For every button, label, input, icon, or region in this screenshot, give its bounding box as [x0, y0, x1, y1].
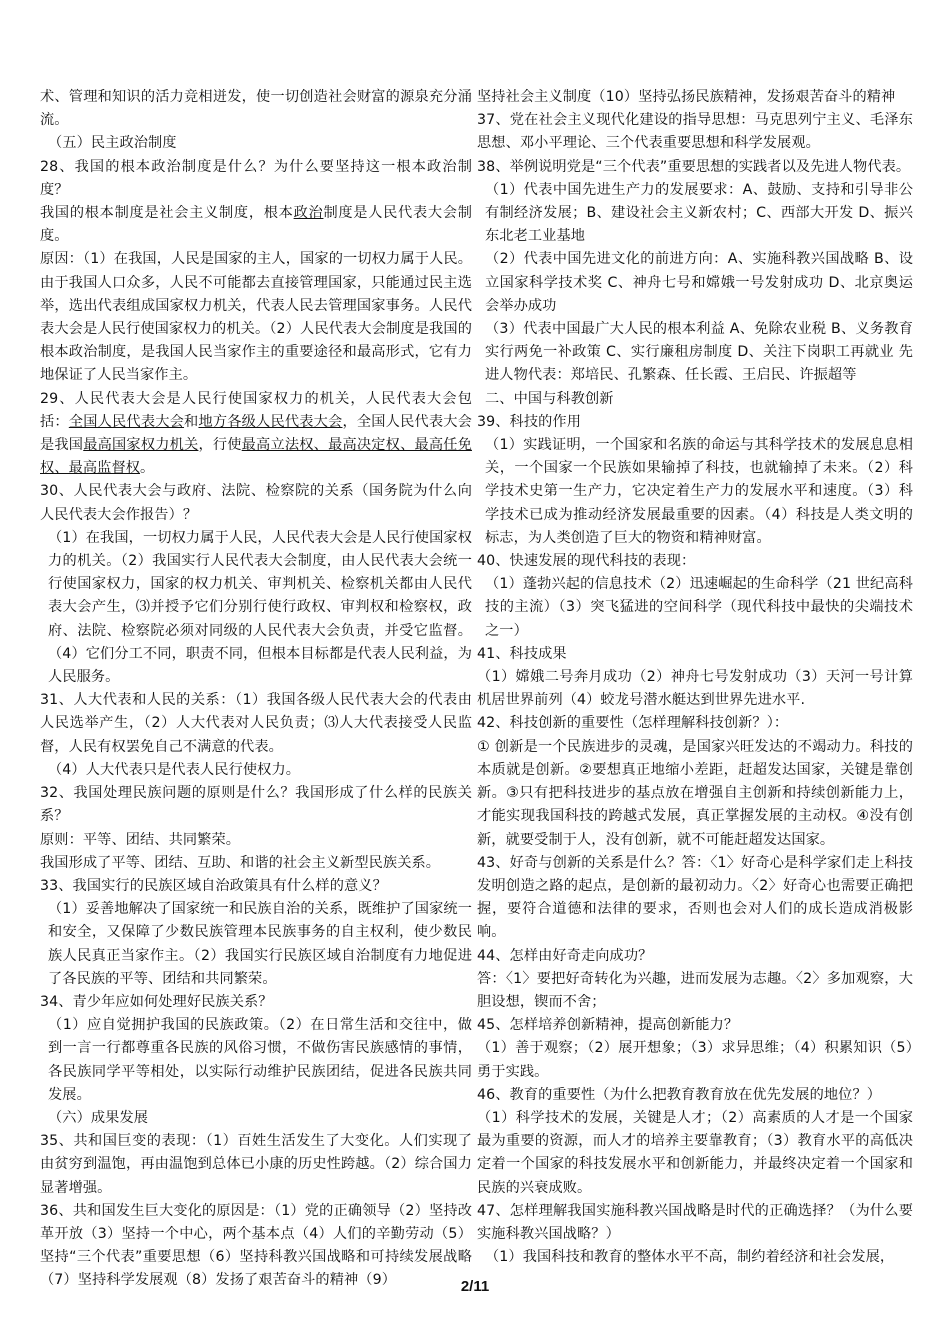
page-number: 2/11: [460, 1278, 490, 1295]
question: 30、人民代表大会与政府、法院、检察院的关系（国务院为什么向人民代表大会作报告）？: [40, 483, 472, 523]
paragraph: （3）代表中国最广大人民的根本利益 A、免除农业税 B、义务教育实行两免一补政策 C、实行廉租房制度 D、关注下岗职工再就业 先进人物代表：郑培民、孔繁森、任长霞、王启民、许振超等: [485, 321, 913, 384]
question: 33、我国实行的民族区域自治政策具有什么样的意义？: [40, 877, 387, 894]
right-column: [477, 86, 913, 1269]
question: 45、怎样培养创新精神，提高创新能力？: [477, 1017, 739, 1034]
question: 34、青少年应如何处理好民族关系？: [40, 993, 273, 1010]
question: 28、我国的根本政治制度是什么？为什么要坚持这一根本政治制度？: [40, 158, 472, 198]
paragraph: （1）蓬勃兴起的信息技术（2）迅速崛起的生命科学（21 世纪高科技的主流）（3）突飞猛进的空间科学（现代科技中最快的尖端技术之一）: [485, 576, 913, 639]
question: 32、我国处理民族问题的原则是什么？我国形成了什么样的民族关系？: [40, 785, 472, 825]
paragraph: （1）科学技术的发展，关键是人才；（2）高素质的人才是一个国家最为重要的资源，而人才的培养主要靠教育；（3）教育水平的高低决定着一个国家的科技发展水平和创新能力，并最终决定着一个国家和民族的兴衰成败。: [477, 1109, 913, 1196]
question: 36、共和国发生巨大变化的原因是：（1）党的正确领导（2）坚持改革开放（3）坚持一个中心，两个基本点（4）人们的辛勤劳动（5）坚持“三个代表”重要思想（6）坚持科教兴国战略和可持续发展战略（7）坚持科学发展观（8）发扬了艰苦奋斗的精神（9）: [40, 1202, 472, 1289]
question: 39、科技的作用: [477, 413, 581, 430]
left-column: [40, 86, 472, 1293]
paragraph: 答：〈1〉要把好奇转化为兴趣，进而发展为志趣。〈2〉多加观察，大胆设想，锲而不舍；: [477, 970, 913, 1010]
question: 37、党在社会主义现代化建设的指导思想：马克思列宁主义、毛泽东思想、邓小平理论、三个代表重要思想和科学发展观。: [477, 112, 913, 152]
paragraph: ① 创新是一个民族进步的灵魂，是国家兴旺发达的不竭动力。科技的本质就是创新。②要想真正地缩小差距，赶超发达国家，关键是靠创新。③只有把科技进步的基点放在增强自主创新和持续创新能力上，才能实现我国科技的跨越式发展，真正掌握发展的主动权。④没有创新，就要受制于人，没有创新，就不可能赶超发达国家。: [477, 738, 913, 848]
paragraph: 术、管理和知识的活力竞相迸发，使一切创造社会财富的源泉充分涌流。: [40, 89, 472, 129]
section-heading: （五）民主政治制度: [48, 135, 177, 152]
question: 42、科技创新的重要性（怎样理解科技创新？）：: [477, 715, 789, 732]
question: 29、人民代表大会是人民行使国家权力的机关，人民代表大会包括：全国人民代表大会和地方各级人民代表大会，全国人民代表大会是我国最高国家权力机关，行使最高立法权、最高决定权、最高任免权、最高监督权。: [40, 390, 472, 477]
question: 38、举例说明党是“三个代表”重要思想的实践者以及先进人物代表。: [477, 158, 911, 175]
question: 40、快速发展的现代科技的表现：: [477, 553, 696, 570]
paragraph: （1）善于观察；（2）展开想象；（3）求异思维；（4）积累知识（5）勇于实践。: [477, 1040, 913, 1080]
question: 47、怎样理解我国实施科教兴国战略是时代的正确选择？（为什么要实施科教兴国战略？）: [477, 1202, 913, 1242]
paragraph: （1）我国科技和教育的整体水平不高，制约着经济和社会发展，: [485, 1249, 895, 1266]
paragraph: （2）代表中国先进文化的前进方向：A、实施科教兴国战略 B、设立国家科学技术奖 C、神舟七号和嫦娥一号发射成功 D、北京奥运会举办成功: [485, 251, 913, 314]
section-heading: 二、中国与科教创新: [485, 390, 614, 407]
paragraph: 原则：平等、团结、共同繁荣。: [40, 831, 241, 848]
question: 41、科技成果: [477, 645, 567, 662]
paragraph: （1）嫦娥二号奔月成功（2）神舟七号发射成功（3）天河一号计算机居世界前列（4）蛟龙号潜水艇达到世界先进水平.: [477, 669, 913, 709]
paragraph: 我国形成了平等、团结、互助、和谐的社会主义新型民族关系。: [40, 854, 441, 871]
paragraph: （1）妥善地解决了国家统一和民族自治的关系，既维护了国家统一和安全，又保障了少数民族管理本民族事务的自主权利，使少数民族人民真正当家作主。（2）我国实行民族区域自治制度有力地促进了各民族的平等、团结和共同繁荣。: [48, 901, 472, 987]
paragraph: 坚持社会主义制度（10）坚持弘扬民族精神，发扬艰苦奋斗的精神: [477, 89, 896, 105]
paragraph: 原因：（1）在我国，人民是国家的主人，国家的一切权力属于人民。由于我国人口众多，人民不可能都去直接管理国家，只能通过民主选举，选出代表组成国家权力机关，代表人民去管理国家事务。人民代表大会是人民行使国家权力的机关。（2）人民代表大会制度是我国的根本政治制度，是我国人民当家作主的重要途径和最高形式，它有力地保证了人民当家作主。: [40, 251, 472, 384]
paragraph: （1）代表中国先进生产力的发展要求：A、鼓励、支持和引导非公有制经济发展；B、建设社会主义新农村；C、西部大开发 D、振兴东北老工业基地: [485, 181, 913, 245]
paragraph: （1）应自觉拥护我国的民族政策。（2）在日常生活和交往中，做到一言一行都尊重各民族的风俗习惯，不做伤害民族感情的事情，各民族同学平等相处，以实际行动维护民族团结，促进各民族共同发展。: [48, 1017, 472, 1103]
paragraph: （1）实践证明，一个国家和名族的命运与其科学技术的发展息息相关，一个国家一个民族如果输掉了科技，也就输掉了未来。（2）科学技术史第一生产力，它决定着生产力的发展水平和速度。（3）科学技术已成为推动经济发展最重要的因素。（4）科技是人类文明的标志，为人类创造了巨大的物资和精神财富。: [485, 437, 913, 546]
section-heading: （六）成果发展: [48, 1109, 149, 1126]
question: 35、共和国巨变的表现：（1）百姓生活发生了大变化。人们实现了由贫穷到温饱，再由温饱到总体已小康的历史性跨越。（2）综合国力显著增强。: [40, 1133, 472, 1196]
paragraph: 我国的根本制度是社会主义制度，根本政治制度是人民代表大会制度。: [40, 205, 472, 245]
question: 44、怎样由好奇走向成功？: [477, 947, 653, 964]
paragraph: （4）人大代表只是代表人民行使权力。: [48, 761, 301, 778]
question: 43、好奇与创新的关系是什么？答：〈1〉好奇心是科学家们走上科技发明创造之路的起点，是创新的最初动力。〈2〉好奇心也需要正确把握，要符合道德和法律的要求，否则也会对人们的成长造成消极影响。: [477, 854, 913, 941]
question: 31、人大代表和人民的关系：（1）我国各级人民代表大会的代表由人民选举产生，（2）人大代表对人民负责；⑶人大代表接受人民监督，人民有权罢免自己不满意的代表。: [40, 692, 472, 755]
question: 46、教育的重要性（为什么把教育教育放在优先发展的地位？）: [477, 1086, 882, 1103]
paragraph: （1）在我国，一切权力属于人民，人民代表大会是人民行使国家权力的机关。（2）我国实行人民代表大会制度，由人民代表大会统一行使国家权力，国家的权力机关、审判机关、检察机关都由人民代表大会产生，⑶并授予它们分别行使行政权、审判权和检察权，政府、法院、检察院必须对同级的人民代表大会负责，并受它监督。（4）它们分工不同，职责不同，但根本目标都是代表人民利益，为人民服务。: [48, 529, 472, 686]
